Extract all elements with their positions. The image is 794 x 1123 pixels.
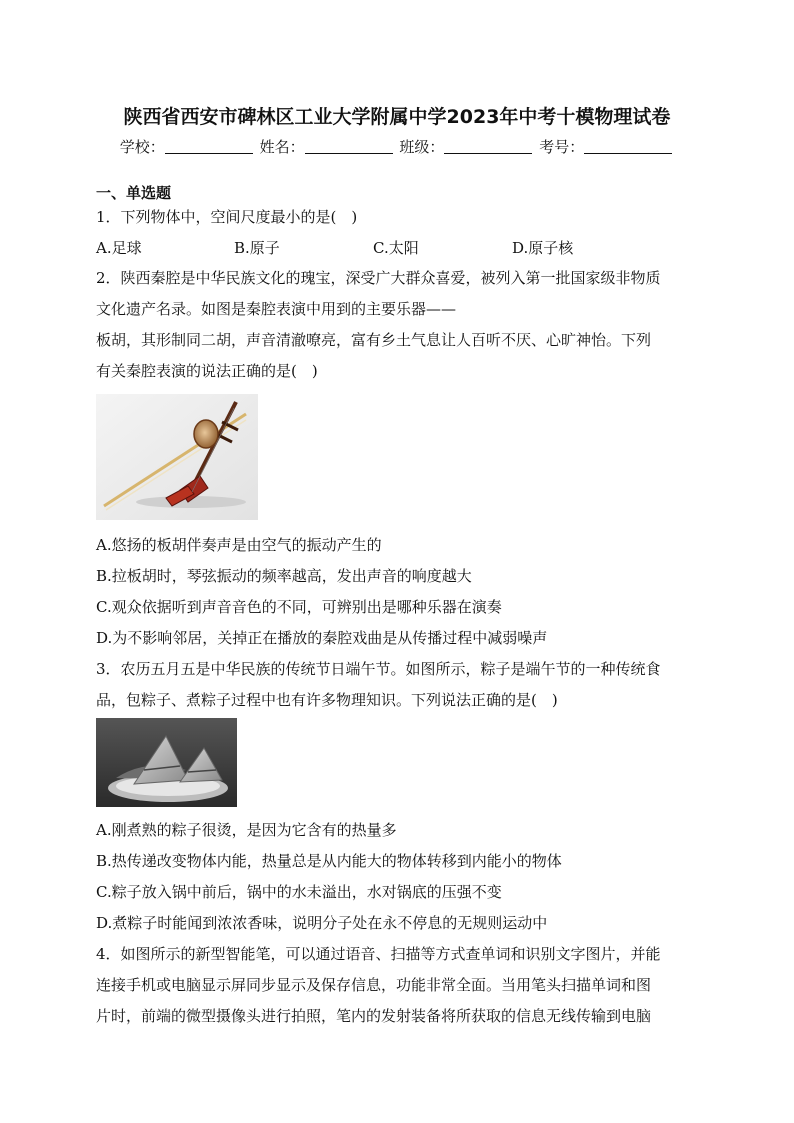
q2-line-2: 文化遗产名录。如图是秦腔表演中用到的主要乐器—— <box>96 300 457 318</box>
school-blank[interactable] <box>165 139 253 154</box>
q3-line-2: 品，包粽子、煮粽子过程中也有许多物理知识。下列说法正确的是( ) <box>96 691 558 709</box>
q4-line-2: 连接手机或电脑显示屏同步显示及保存信息，功能非常全面。当用笔头扫描单词和图 <box>96 976 652 994</box>
q3-option-a: A.刚煮熟的粽子很烫，是因为它含有的热量多 <box>96 821 397 839</box>
number-blank[interactable] <box>584 139 672 154</box>
q4-line-1: 4．如图所示的新型智能笔，可以通过语音、扫描等方式查单词和识别文字图片，并能 <box>96 945 661 963</box>
q3-option-c: C.粽子放入锅中前后，锅中的水未溢出，水对锅底的压强不变 <box>96 883 502 901</box>
q4-line-3: 片时，前端的微型摄像头进行拍照，笔内的发射装备将所获取的信息无线传输到电脑 <box>96 1007 652 1025</box>
q1-option-c: C.太阳 <box>373 239 419 257</box>
class-label: 班级： <box>399 138 445 156</box>
zongzi-icon <box>96 718 237 807</box>
q2-line-1: 2．陕西秦腔是中华民族文化的瑰宝，深受广大群众喜爱，被列入第一批国家级非物质 <box>96 269 661 287</box>
number-label: 考号： <box>539 138 585 156</box>
q2-option-a: A.悠扬的板胡伴奏声是由空气的振动产生的 <box>96 536 382 554</box>
q2-line-3: 板胡，其形制同二胡，声音清澈嘹亮，富有乡土气息让人百听不厌、心旷神怡。下列 <box>96 331 652 349</box>
zongzi-image <box>96 718 237 807</box>
q2-option-d: D.为不影响邻居，关掉正在播放的秦腔戏曲是从传播过程中减弱噪声 <box>96 629 548 647</box>
q2-line-4: 有关秦腔表演的说法正确的是( ) <box>96 362 318 380</box>
exam-title: 陕西省西安市碑林区工业大学附属中学2023年中考十模物理试卷 <box>123 106 671 128</box>
student-info-row <box>0 136 794 157</box>
banhu-instrument-icon <box>96 394 258 520</box>
q3-option-b: B.热传递改变物体内能，热量总是从内能大的物体转移到内能小的物体 <box>96 852 562 870</box>
name-blank[interactable] <box>305 139 393 154</box>
q3-option-d: D.煮粽子时能闻到浓浓香味，说明分子处在永不停息的无规则运动中 <box>96 914 548 932</box>
name-label: 姓名： <box>259 138 305 156</box>
school-label: 学校： <box>119 138 165 156</box>
q1-option-d: D.原子核 <box>512 239 574 257</box>
section-heading: 一、单选题 <box>96 184 172 202</box>
class-blank[interactable] <box>444 139 532 154</box>
q2-option-b: B.拉板胡时，琴弦振动的频率越高，发出声音的响度越大 <box>96 567 472 585</box>
q1-stem: 1．下列物体中，空间尺度最小的是( ) <box>96 208 358 226</box>
banhu-image <box>96 394 258 520</box>
q2-option-c: C.观众依据听到声音音色的不同，可辨别出是哪种乐器在演奏 <box>96 598 502 616</box>
q3-line-1: 3．农历五月五是中华民族的传统节日端午节。如图所示，粽子是端午节的一种传统食 <box>96 660 661 678</box>
q1-option-b: B.原子 <box>234 239 280 257</box>
q1-option-a: A.足球 <box>96 239 142 257</box>
